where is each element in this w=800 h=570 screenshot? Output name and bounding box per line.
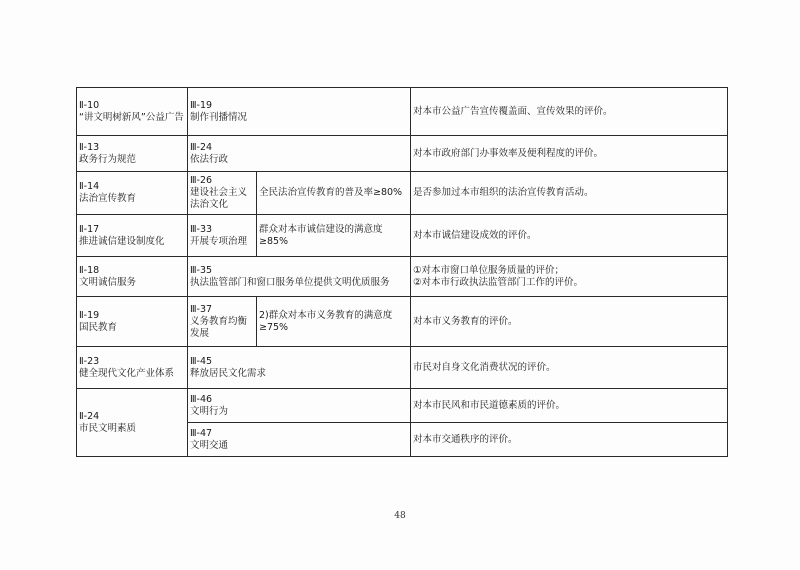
level3-code: Ⅲ-46 — [190, 393, 213, 405]
level3-cell — [188, 297, 257, 347]
level3-cell — [188, 257, 411, 297]
criteria-cell — [411, 423, 728, 457]
criteria-text: ①对本市窗口单位服务质量的评价； — [413, 264, 565, 276]
criteria-text: ②对本市行政执法监管部门工作的评价。 — [413, 276, 584, 288]
level3-name: 建设社会主义法治文化 — [190, 187, 248, 210]
level2-name: 推进诚信建设制度化 — [79, 235, 165, 247]
level2-code: Ⅱ-17 — [79, 223, 100, 235]
level2-cell — [77, 347, 188, 389]
level3-code: Ⅲ-19 — [190, 99, 213, 111]
level3-cell — [188, 172, 257, 215]
level3-code: Ⅲ-47 — [190, 427, 213, 439]
level2-code: Ⅱ-18 — [79, 264, 100, 276]
criteria-text: 对本市义务教育的评价。 — [413, 315, 518, 327]
level2-cell — [77, 136, 188, 172]
criteria-text: 是否参加过本市组织的法治宣传教育活动。 — [413, 187, 594, 198]
level3-cell — [188, 423, 411, 457]
criteria-cell — [411, 88, 728, 136]
table-row — [77, 389, 728, 423]
table-row — [77, 215, 728, 257]
criteria-cell — [411, 136, 728, 172]
detail-text: 2)群众对本市义务教育的满意度≥75% — [259, 309, 393, 333]
level2-code: Ⅱ-19 — [79, 309, 100, 321]
table-row — [77, 172, 728, 215]
level3-code: Ⅲ-35 — [190, 264, 213, 276]
criteria-cell — [411, 297, 728, 347]
level3-name: 制作刊播情况 — [190, 111, 248, 123]
criteria-text: 市民对自身文化消费状况的评价。 — [413, 361, 556, 373]
table-row — [77, 88, 728, 136]
level2-code: Ⅱ-10 — [79, 99, 100, 111]
criteria-cell — [411, 215, 728, 257]
table-row — [77, 136, 728, 172]
level2-name: 国民教育 — [79, 321, 118, 333]
detail-cell — [257, 172, 411, 215]
level3-code: Ⅲ-26 — [190, 175, 213, 186]
level3-code: Ⅲ-33 — [190, 223, 213, 235]
level3-name: 释放居民文化需求 — [190, 367, 267, 379]
criteria-text: 对本市诚信建设成效的评价。 — [413, 229, 537, 241]
level2-name: 政务行为规范 — [79, 153, 137, 165]
table-row — [77, 297, 728, 347]
level2-cell — [77, 172, 188, 215]
level2-cell — [77, 257, 188, 297]
level2-code: Ⅱ-23 — [79, 355, 100, 367]
level3-name: 执法监管部门和窗口服务单位提供文明优质服务 — [190, 276, 390, 288]
level3-code: Ⅲ-24 — [190, 141, 213, 153]
detail-cell — [257, 215, 411, 257]
criteria-cell — [411, 347, 728, 389]
level3-code: Ⅲ-45 — [190, 355, 213, 367]
level3-name: 义务教育均衡发展 — [190, 315, 248, 339]
level2-name: 市民文明素质 — [79, 422, 137, 434]
criteria-text: 对本市政府部门办事效率及便利程度的评价。 — [413, 147, 604, 159]
level2-cell — [77, 88, 188, 136]
level2-code: Ⅱ-13 — [79, 141, 100, 153]
table-row — [77, 347, 728, 389]
level3-cell — [188, 347, 411, 389]
level2-name: 法治宣传教育 — [79, 193, 137, 204]
criteria-text: 对本市交通秩序的评价。 — [413, 433, 518, 445]
level3-name: 开展专项治理 — [190, 235, 248, 247]
level2-name: 健全现代文化产业体系 — [79, 367, 175, 379]
level3-code: Ⅲ-37 — [190, 303, 213, 315]
level3-cell — [188, 389, 411, 423]
level2-code: Ⅱ-14 — [79, 181, 100, 192]
detail-cell — [257, 297, 411, 347]
level3-name: 文明行为 — [190, 405, 229, 417]
criteria-text: 对本市民风和市民道德素质的评价。 — [413, 399, 566, 411]
level2-code: Ⅱ-24 — [79, 410, 100, 422]
level2-cell — [77, 215, 188, 257]
page-number: 48 — [394, 511, 406, 521]
evaluation-table — [76, 87, 728, 457]
level3-name: 文明交通 — [190, 439, 229, 451]
level3-cell — [188, 136, 411, 172]
level2-cell — [77, 389, 188, 457]
level3-cell — [188, 215, 257, 257]
criteria-cell — [411, 389, 728, 423]
level3-name: 依法行政 — [190, 153, 229, 165]
detail-text: 群众对本市诚信建设的满意度≥85% — [259, 223, 383, 247]
criteria-cell — [411, 257, 728, 297]
level2-cell — [77, 297, 188, 347]
detail-text: 全民法治宣传教育的普及率≥80% — [259, 187, 403, 198]
level2-name: 文明诚信服务 — [79, 276, 137, 288]
level2-name: “讲文明树新风”公益广告 — [79, 111, 184, 123]
criteria-text: 对本市公益广告宣传覆盖面、宣传效果的评价。 — [413, 105, 613, 117]
level3-cell — [188, 88, 411, 136]
table-row — [77, 257, 728, 297]
criteria-cell — [411, 172, 728, 215]
